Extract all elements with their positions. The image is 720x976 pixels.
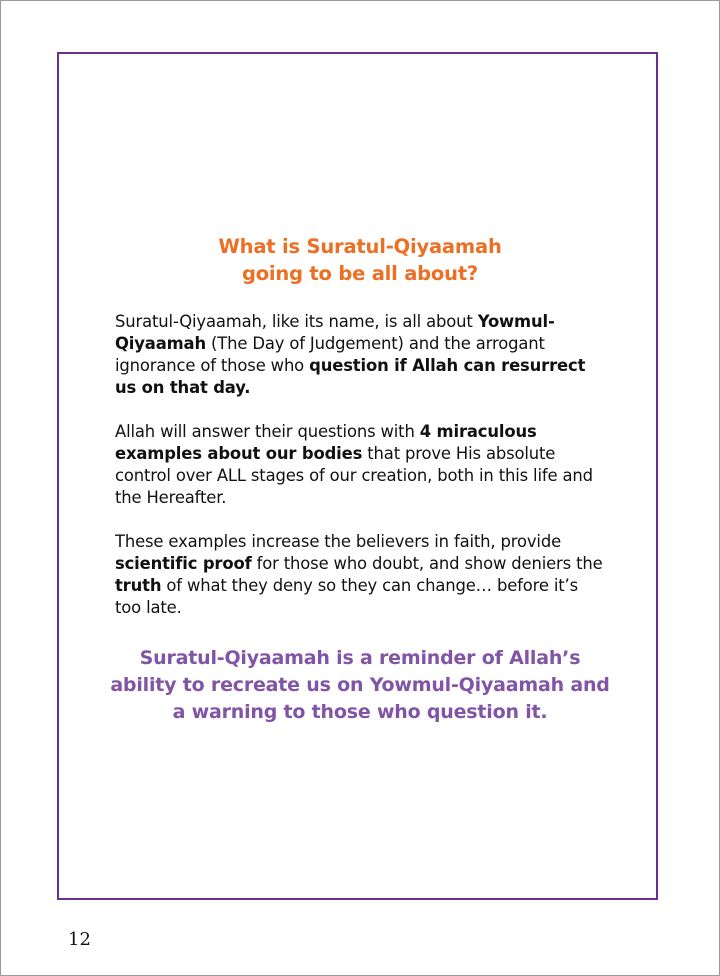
text-segment: These examples increase the believers in faith, provide bbox=[115, 532, 562, 551]
page-number: 12 bbox=[68, 929, 91, 950]
text-segment-bold: truth bbox=[115, 576, 162, 595]
text-segment: that prove His absolute control over ALL stages of our creation, both in this life and the Hereafter. bbox=[115, 444, 593, 507]
text-segment: (The Day of Judgement) and the arrogant ignorance of those who bbox=[115, 334, 545, 375]
text-segment-bold: Yowmul-Qiyaamah bbox=[115, 312, 555, 353]
text-segment: of what they deny so they can change… before it’s too late. bbox=[115, 576, 578, 617]
text-segment: Allah will answer their questions with bbox=[115, 422, 420, 441]
heading-line-1: What is Suratul-Qiyaamah bbox=[218, 235, 502, 258]
text-segment-bold: 4 miraculous examples about our bodies bbox=[115, 422, 537, 463]
heading-line-2: going to be all about? bbox=[241, 262, 479, 285]
closing-statement: Suratul-Qiyaamah is a reminder of Allah’s ability to recreate us on Yowmul-Qiyaamah and a warning to those who question it. bbox=[110, 647, 610, 723]
paragraph-examples bbox=[115, 421, 605, 509]
paragraph-purpose bbox=[115, 531, 605, 619]
text-segment-bold: scientific proof bbox=[115, 554, 252, 573]
paragraph-intro bbox=[115, 311, 605, 399]
text-segment: for those who doubt, and show deniers the bbox=[251, 554, 603, 573]
text-segment: Suratul-Qiyaamah, like its name, is all about bbox=[115, 312, 478, 331]
section-heading bbox=[115, 233, 605, 287]
page-content bbox=[110, 233, 610, 726]
text-segment-bold: question if Allah can resurrect us on that day. bbox=[115, 356, 586, 397]
